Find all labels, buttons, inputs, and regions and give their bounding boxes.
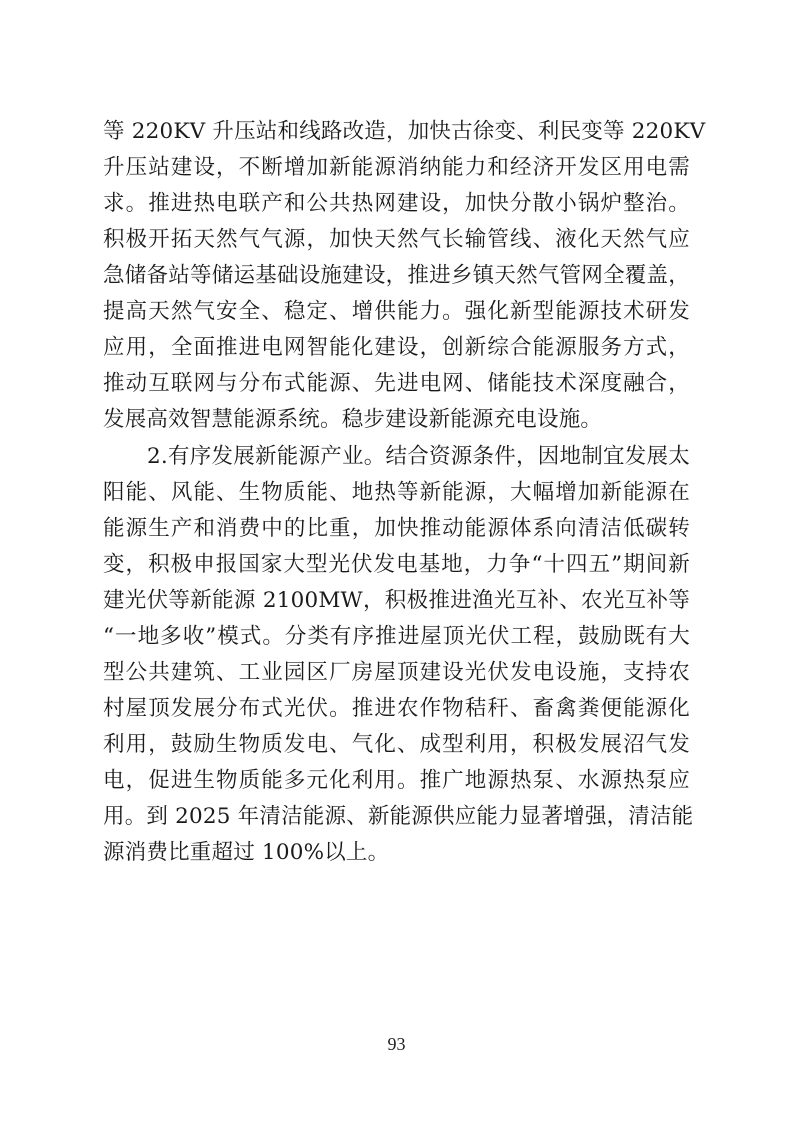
text-line: 型公共建筑、工业园区厂房屋顶建设光伏发电设施，支持农: [103, 660, 690, 685]
text-line: 求。推进热电联产和公共热网建设，加快分散小锅炉整治。: [103, 191, 690, 216]
text-line: 用。到 2025 年清洁能源、新能源供应能力显著增强，清洁能: [103, 804, 694, 829]
text-line: 2.有序发展新能源产业。结合资源条件，因地制宜发展太: [147, 444, 690, 469]
text-line: 利用，鼓励生物质发电、气化、成型利用，积极发展沼气发: [103, 732, 690, 757]
text-line: 源消费比重超过 100%以上。: [103, 840, 390, 865]
text-line: 积极开拓天然气气源，加快天然气长输管线、液化天然气应: [103, 227, 690, 252]
text-line: 急储备站等储运基础设施建设，推进乡镇天然气管网全覆盖，: [103, 263, 690, 288]
text-line: 建光伏等新能源 2100MW，积极推进渔光互补、农光互补等: [103, 588, 690, 613]
text-line: 推动互联网与分布式能源、先进电网、储能技术深度融合，: [103, 371, 690, 396]
text-line: 村屋顶发展分布式光伏。推进农作物秸秆、畜禽粪便能源化: [103, 696, 690, 721]
text-line: 电，促进生物质能多元化利用。推广地源热泵、水源热泵应: [103, 768, 690, 793]
text-line: 发展高效智慧能源系统。稳步建设新能源充电设施。: [103, 407, 603, 432]
text-line: 阳能、风能、生物质能、地热等新能源，大幅增加新能源在: [103, 480, 690, 505]
text-line: “一地多收”模式。分类有序推进屋顶光伏工程，鼓励既有大: [103, 624, 690, 649]
text-line: 变，积极申报国家大型光伏发电基地，力争“十四五”期间新: [103, 552, 690, 577]
text-line: 应用，全面推进电网智能化建设，创新综合能源服务方式，: [103, 335, 690, 360]
page-number: 93: [387, 1034, 406, 1054]
text-line: 等 220KV 升压站和线路改造，加快古徐变、利民变等 220KV: [103, 119, 706, 144]
text-line: 能源生产和消费中的比重，加快推动能源体系向清洁低碳转: [103, 516, 690, 541]
text-line: 提高天然气安全、稳定、增供能力。强化新型能源技术研发: [103, 299, 690, 324]
text-line: 升压站建设，不断增加新能源消纳能力和经济开发区用电需: [103, 155, 690, 180]
